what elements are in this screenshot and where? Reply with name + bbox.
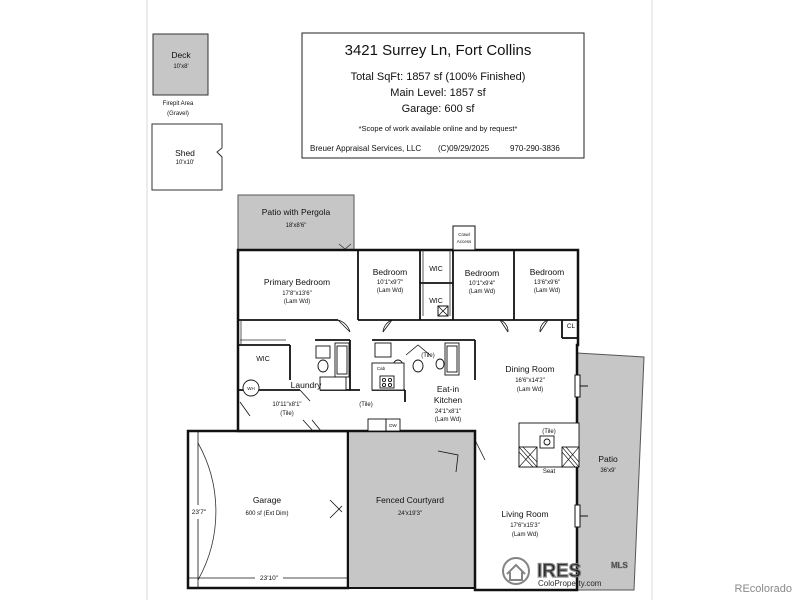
east-patio-label: Patio [598, 454, 618, 464]
bedroom-3-dim: 13'6"x9'6" [533, 280, 561, 286]
ires-mls: MLS [611, 561, 628, 570]
primary-bedroom-label: Primary Bedroom [263, 277, 331, 287]
scope-note: *Scope of work available online and by request* [358, 124, 518, 133]
deck-label: Deck [171, 50, 191, 60]
water-heater-label: WH [247, 386, 255, 391]
crawl-label-2: Access [456, 239, 472, 244]
bedroom-3-label: Bedroom [529, 267, 565, 277]
patio-pergola-label: Patio with Pergola [261, 207, 331, 217]
copyright: (C)09/29/2025 [438, 144, 490, 153]
dining-room-dim: 16'6"x14'2" [515, 378, 545, 384]
cabinet-label: Cab [376, 366, 386, 371]
main-level-sqft: Main Level: 1857 sf [390, 87, 486, 99]
kitchen-label-2: Kitchen [433, 395, 463, 405]
wic-top-label: WIC [429, 266, 443, 273]
closet-label: CL [566, 323, 576, 330]
primary-bedroom-dim: 17'8"x13'6" [282, 291, 312, 297]
laundry-label: Laundry [290, 380, 322, 390]
bath-tile-label: (Tile) [421, 353, 435, 359]
east-patio [577, 353, 644, 590]
garage-depth-dim: 23'7" [191, 509, 207, 516]
island-tile-label: (Tile) [542, 429, 556, 435]
primary-bedroom-floor: (Lam Wd) [283, 299, 311, 305]
courtyard-dim: 24'x19'3" [397, 511, 423, 517]
company-name: Breuer Appraisal Services, LLC [310, 144, 422, 153]
living-room-floor: (Lam Wd) [511, 532, 539, 538]
dining-room-floor: (Lam Wd) [516, 387, 544, 393]
shed-label: Shed [175, 148, 195, 158]
seat-label: Seat [542, 469, 556, 475]
hall-floor: (Tile) [280, 411, 294, 417]
garage-dim: 600 sf (Ext Dim) [245, 511, 289, 517]
kitchen-floor: (Lam Wd) [434, 417, 462, 423]
firepit-label: Firepit Area [162, 101, 194, 107]
kitchen-dim: 24'1"x8'1" [434, 409, 462, 415]
bedroom-3-floor: (Lam Wd) [533, 288, 561, 294]
living-room-label: Living Room [501, 509, 549, 519]
garage-area [188, 431, 348, 588]
bedroom-2-floor: (Lam Wd) [468, 289, 496, 295]
bedroom-1-dim: 10'1"x9'7" [376, 280, 404, 286]
firepit-surface: (Gravel) [167, 111, 189, 117]
garage-width-dim: 23'10" [259, 575, 279, 582]
bedroom-2-label: Bedroom [464, 268, 500, 278]
deck [153, 34, 208, 95]
crawl-label: Crawl [458, 232, 470, 237]
ires-brand: IRES [537, 561, 582, 582]
phone-number: 970-290-3836 [510, 144, 560, 153]
living-room-dim: 17'6"x15'3" [510, 523, 540, 529]
total-sqft: Total SqFt: 1857 sf (100% Finished) [350, 71, 526, 83]
dishwasher-label: DW [389, 423, 397, 428]
kitchen-label-1: Eat-in [436, 384, 460, 394]
garage-sqft: Garage: 600 sf [401, 103, 475, 115]
bedroom-2-dim: 10'1"x9'4" [468, 281, 496, 287]
wic-primary-label: WIC [256, 356, 270, 363]
dining-room-label: Dining Room [505, 364, 555, 374]
patio-pergola [238, 195, 354, 250]
ires-site: ColoProperty.com [538, 579, 602, 588]
deck-dim: 10'x8' [173, 64, 189, 70]
address-title: 3421 Surrey Ln, Fort Collins [344, 42, 532, 59]
hall-dim: 10'11"x8'1" [272, 402, 302, 408]
bedroom-1-label: Bedroom [372, 267, 408, 277]
hall-tile-label: (Tile) [359, 402, 373, 408]
bedroom-1-floor: (Lam Wd) [376, 288, 404, 294]
east-patio-dim: 36'x9' [600, 468, 616, 474]
wic-mid-label: WIC [429, 298, 443, 305]
patio-pergola-dim: 18'x8'6" [285, 223, 307, 229]
title-box [302, 33, 584, 158]
recolorado-credit: REcolorado [734, 583, 792, 595]
shed [152, 124, 222, 190]
courtyard-label: Fenced Courtyard [375, 495, 445, 505]
garage-label: Garage [252, 495, 282, 505]
crawl-access [453, 226, 475, 250]
shed-dim: 10'x10' [175, 160, 195, 166]
